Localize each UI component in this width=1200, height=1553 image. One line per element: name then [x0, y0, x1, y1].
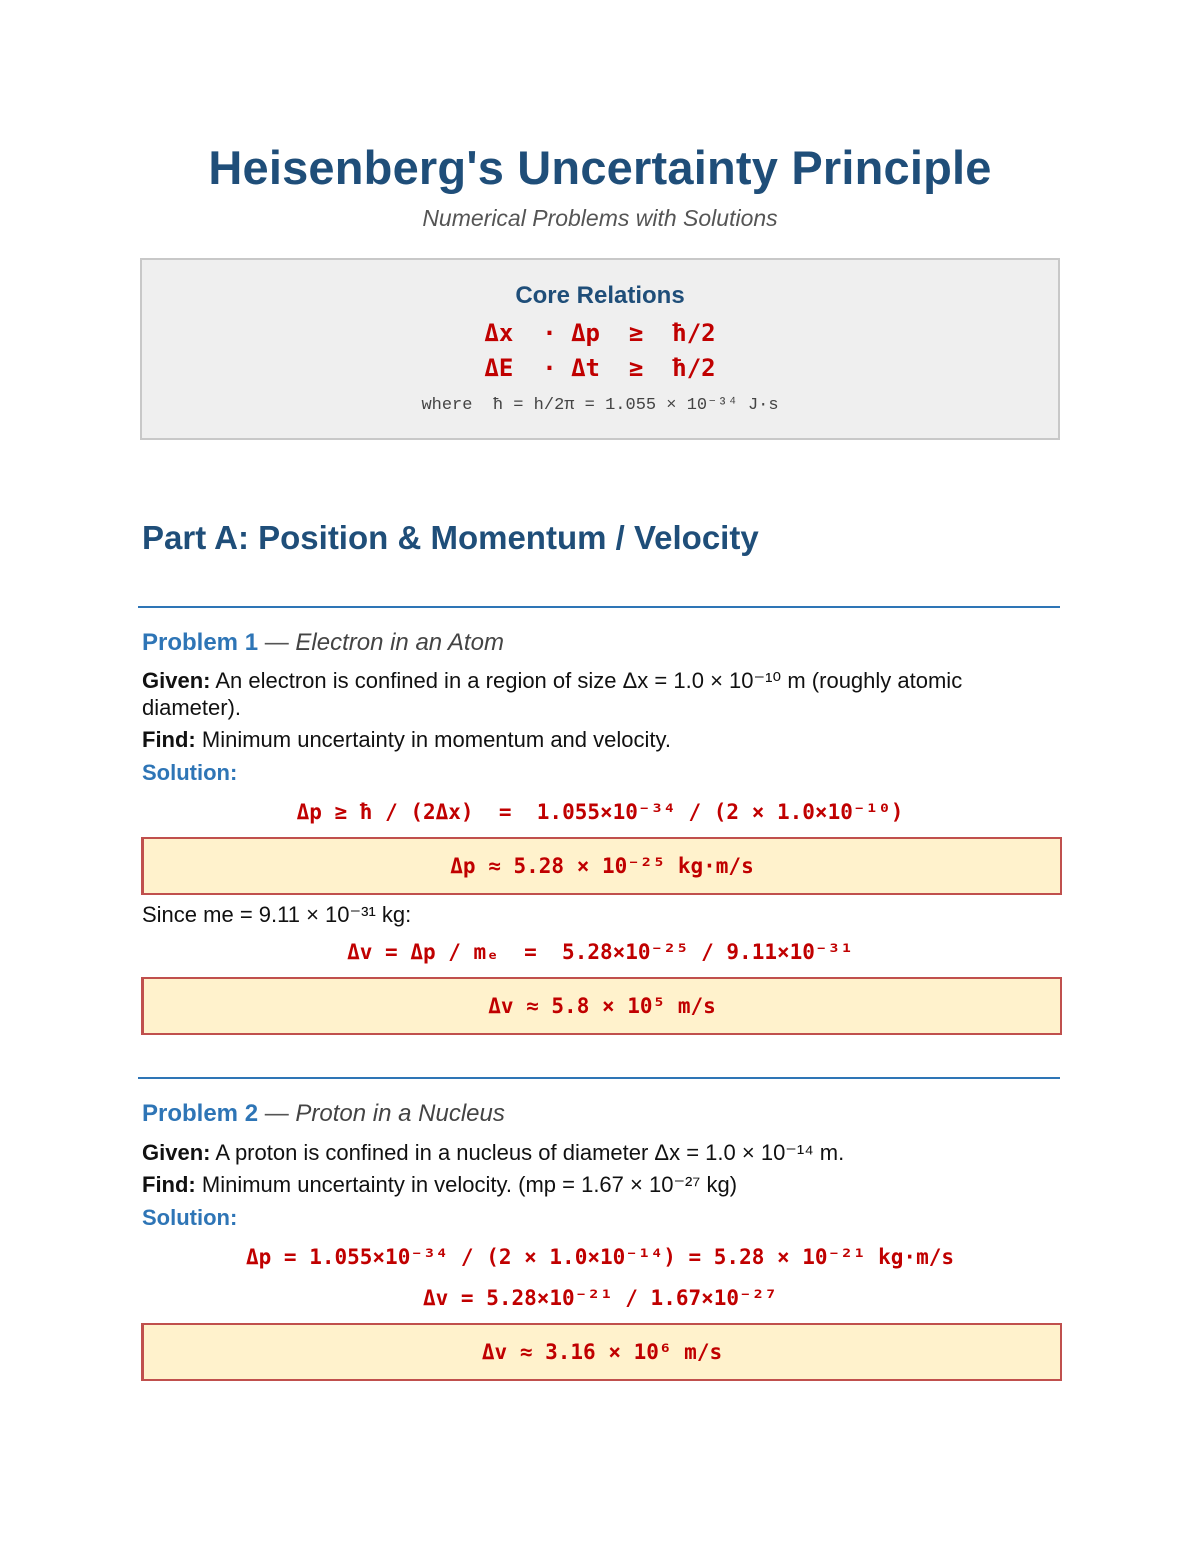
problem-1-momentum-result-box — [141, 837, 1062, 895]
find-text: Minimum uncertainty in momentum and velocity. — [195, 727, 671, 752]
problem-2-number: Problem 2 — [142, 1100, 259, 1127]
problem-2-given — [142, 1139, 1042, 1166]
problem-2-momentum-equation: Δp = 1.055×10⁻³⁴ / (2 × 1.0×10⁻¹⁴) = 5.28 × 10⁻²¹ kg·m/s — [245, 1245, 954, 1269]
problem-2-velocity-equation: Δv = 5.28×10⁻²¹ / 1.67×10⁻²⁷ — [422, 1286, 777, 1310]
problem-1-velocity-result: Δv ≈ 5.8 × 10⁵ m/s — [488, 994, 716, 1018]
problem-2-velocity-result: Δv ≈ 3.16 × 10⁶ m/s — [481, 1340, 723, 1364]
given-text: An electron is confined in a region of size Δx = 1.0 × 10⁻¹⁰ m (roughly atomic diameter). — [142, 668, 963, 720]
problem-1-find — [142, 726, 1042, 753]
problem-2-dash: — — [264, 1100, 289, 1127]
find-label: Find: — [142, 727, 196, 752]
find-text: Minimum uncertainty in velocity. (mp = 1.67 × 10⁻²⁷ kg) — [195, 1172, 738, 1197]
hbar-definition: where ħ = h/2π = 1.055 × 10⁻³⁴ J·s — [421, 396, 779, 415]
problem-1-momentum-equation: Δp ≥ ħ / (2Δx) = 1.055×10⁻³⁴ / (2 × 1.0×10⁻¹⁰) — [296, 800, 904, 824]
core-relations-box — [140, 258, 1060, 440]
problem-2-velocity-result-box — [141, 1323, 1062, 1381]
problem-1-since-text: Since me = 9.11 × 10⁻³¹ kg: — [142, 902, 412, 927]
problem-2-subtitle: Proton in a Nucleus — [295, 1100, 505, 1127]
given-label: Given: — [142, 668, 211, 693]
given-text: A proton is confined in a nucleus of diameter Δx = 1.0 × 10⁻¹⁴ m. — [210, 1140, 845, 1165]
problem-1-subtitle: Electron in an Atom — [295, 629, 504, 656]
problem-2-solution-label: Solution: — [142, 1205, 238, 1230]
given-label: Given: — [142, 1140, 211, 1165]
problem-1-solution-label: Solution: — [142, 760, 238, 785]
problem-2-divider — [138, 1077, 1060, 1079]
problem-1-velocity-result-box — [141, 977, 1062, 1035]
core-relations-title: Core Relations — [515, 282, 685, 309]
problem-1-given — [142, 667, 1042, 721]
energy-time-relation: ΔE · Δt ≥ ħ/2 — [484, 354, 716, 382]
position-momentum-relation: Δx · Δp ≥ ħ/2 — [484, 319, 716, 347]
problem-1-momentum-result: Δp ≈ 5.28 × 10⁻²⁵ kg·m/s — [450, 854, 754, 878]
problem-1-divider — [138, 606, 1060, 608]
find-label: Find: — [142, 1172, 196, 1197]
document-subtitle: Numerical Problems with Solutions — [422, 205, 778, 231]
part-a-heading: Part A: Position & Momentum / Velocity — [142, 519, 759, 556]
problem-1-velocity-equation: Δv = Δp / mₑ = 5.28×10⁻²⁵ / 9.11×10⁻³¹ — [347, 940, 853, 964]
problem-2-heading — [142, 1100, 505, 1128]
problem-1-heading — [142, 629, 504, 657]
problem-1-dash: — — [264, 629, 289, 656]
problem-2-find — [142, 1171, 1042, 1198]
problem-1-number: Problem 1 — [142, 629, 259, 656]
document-title: Heisenberg's Uncertainty Principle — [208, 141, 992, 194]
